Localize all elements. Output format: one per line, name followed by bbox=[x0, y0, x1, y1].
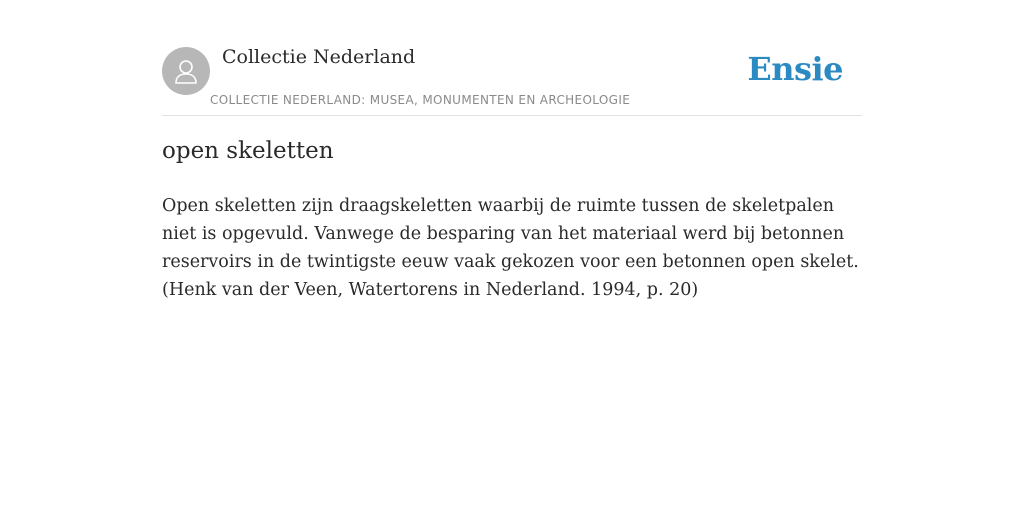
entry-term: open skeletten bbox=[162, 138, 334, 164]
ensie-logo[interactable]: Ensie bbox=[747, 50, 843, 88]
user-icon bbox=[171, 56, 201, 86]
entry-header bbox=[162, 40, 862, 116]
entry-definition: Open skeletten zijn draagskeletten waarbij de ruimte tussen de skeletpalen niet is opgevuld. Vanwege de besparing van het materiaal werd bij betonnen reservoirs in de twintigste eeuw vaak gekozen voor een betonnen open skelet. (Henk van der Veen, Watertorens in Nederland. 1994, p. 20) bbox=[162, 196, 859, 300]
source-label[interactable]: COLLECTIE NEDERLAND: MUSEA, MONUMENTEN EN ARCHEOLOGIE bbox=[210, 93, 631, 107]
avatar[interactable] bbox=[162, 47, 210, 95]
author-name[interactable]: Collectie Nederland bbox=[222, 46, 416, 68]
